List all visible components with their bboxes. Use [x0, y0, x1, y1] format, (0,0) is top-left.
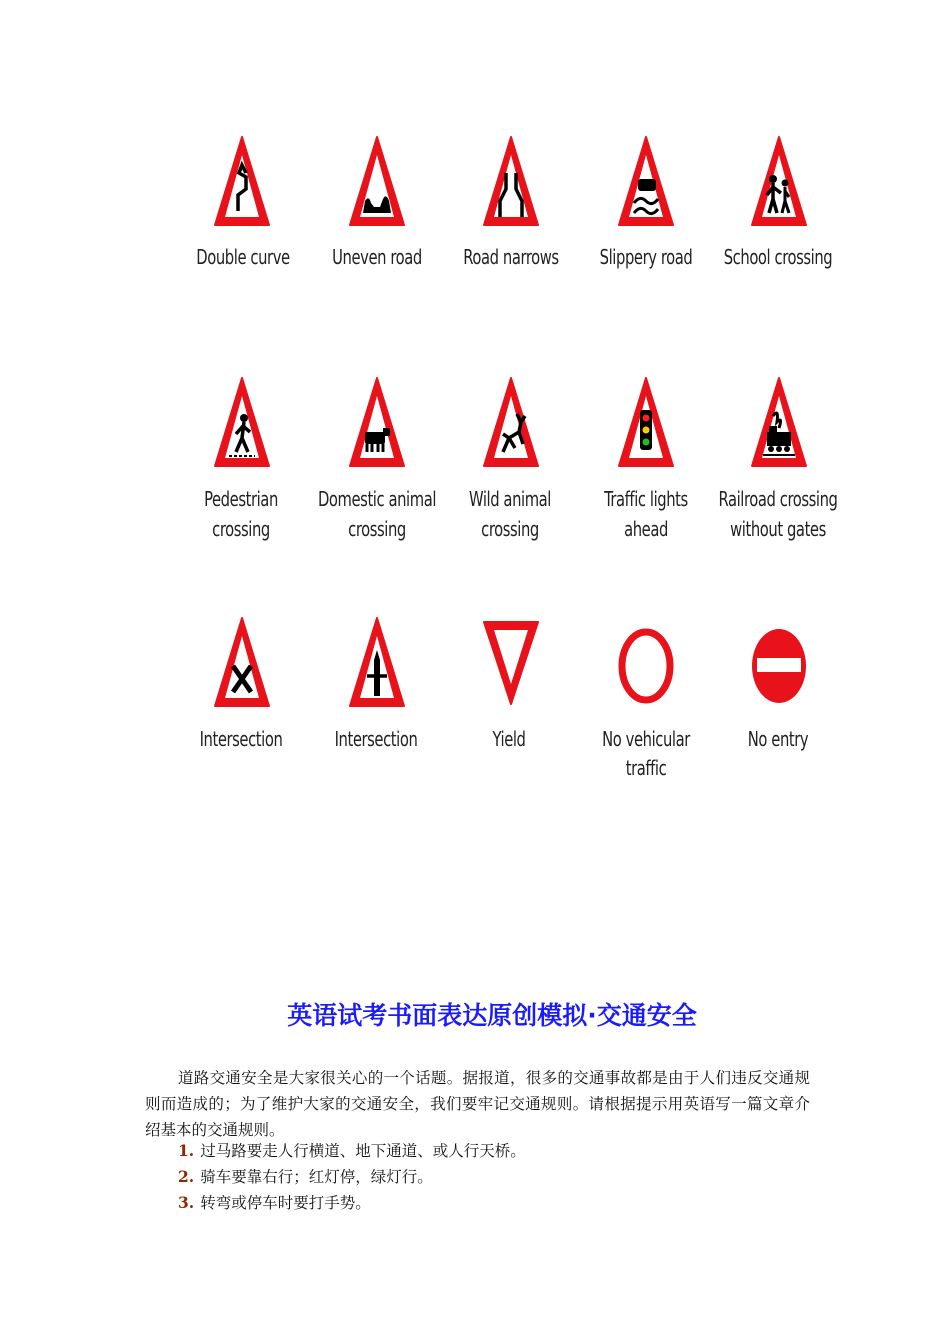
list-text: 过马路要走人行横道、地下通道、或人行天桥。 — [200, 1142, 526, 1160]
no-vehicular-traffic-icon — [616, 614, 676, 710]
uneven-road-icon — [347, 133, 407, 229]
list-item — [178, 1165, 433, 1187]
sign-label-line1: Pedestrian — [204, 487, 278, 511]
sign-label-line1: Wild animal — [469, 487, 551, 511]
traffic-lights-icon — [616, 374, 676, 470]
list-text: 转弯或停车时要打手势。 — [200, 1194, 371, 1212]
sign-label: Yield — [492, 727, 526, 751]
railroad-icon — [749, 374, 809, 470]
sign-label-line1: Domestic animal — [317, 487, 437, 511]
wild-animal-icon — [481, 374, 541, 470]
sign-label: Intersection — [334, 727, 418, 751]
sign-label: Road narrows — [463, 245, 559, 269]
sign-label: School crossing — [723, 245, 833, 269]
list-number: 2. — [178, 1167, 195, 1186]
sign-label: Double curve — [196, 245, 290, 269]
sign-label-line2: crossing — [481, 517, 539, 541]
sign-label: Uneven road — [332, 245, 422, 269]
sign-label: No entry — [747, 727, 809, 751]
list-number: 3. — [178, 1193, 195, 1212]
road-narrows-icon — [481, 133, 541, 229]
sign-label-line2: crossing — [212, 517, 270, 541]
pedestrian-crossing-icon — [212, 374, 272, 470]
sign-label-line2: crossing — [348, 517, 406, 541]
article-paragraph: 道路交通安全是大家很关心的一个话题。据报道，很多的交通事故都是由于人们违反交通规则而造成的；为了维护大家的交通安全，我们要牢记交通规则。请根据提示用英语写一篇文章介绍基本的交通规则。 — [145, 1069, 810, 1139]
sign-label-line2: ahead — [624, 517, 668, 541]
sign-label-line1: Traffic lights — [604, 487, 688, 511]
school-crossing-icon — [749, 133, 809, 229]
no-entry-icon — [749, 614, 809, 710]
sign-label-line2: without gates — [730, 517, 826, 541]
intersection-priority-icon — [347, 614, 407, 710]
article-title: 英语试考书面表达原创模拟·交通安全 — [287, 1001, 697, 1030]
list-item — [178, 1191, 371, 1213]
slippery-road-icon — [616, 133, 676, 229]
list-number: 1. — [178, 1141, 195, 1160]
sign-label-line1: Railroad crossing — [718, 487, 838, 511]
sign-label-line1: No vehicular — [602, 727, 690, 751]
list-item — [178, 1139, 526, 1161]
double-curve-icon — [212, 133, 272, 229]
sign-label: Slippery road — [599, 245, 693, 269]
intersection-x-icon — [212, 614, 272, 710]
yield-icon — [481, 614, 541, 710]
sign-label: Intersection — [199, 727, 283, 751]
domestic-animal-icon — [347, 374, 407, 470]
list-text: 骑车要靠右行；红灯停，绿灯行。 — [200, 1168, 433, 1186]
sign-label-line2: traffic — [625, 756, 667, 780]
